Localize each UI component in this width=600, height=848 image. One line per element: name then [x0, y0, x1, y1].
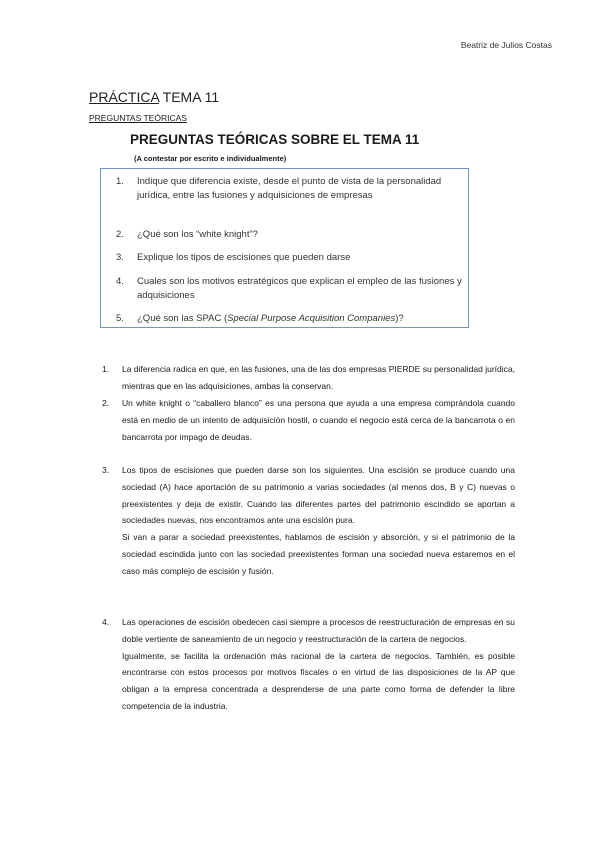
question-number: 2.	[116, 229, 124, 240]
answer-number: 1.	[102, 364, 110, 374]
questions-note: (A contestar por escrito e individualmente)	[134, 154, 287, 163]
question-number: 5.	[116, 313, 124, 324]
answer-text	[122, 361, 515, 395]
question-number: 1.	[116, 176, 124, 187]
question-text-italic: Special Purpose Acquisition Companies	[227, 313, 396, 324]
questions-header: PREGUNTAS TEÓRICAS SOBRE EL TEMA 11	[130, 132, 420, 147]
page-title	[89, 89, 219, 105]
title-tema: TEMA 11	[159, 89, 220, 105]
answer-text	[122, 462, 515, 580]
question-text: Explique los tipos de escisiones que pueden darse	[137, 252, 351, 263]
answer-paragraph: Si van a parar a sociedad preexistentes, hablamos de escisión y absorción, y si el patrimonio de la sociedad escindida junto con las sociedad preexistentes forman una sociedad nueva estaremos en el caso más complejo de escisión y fusión.	[122, 532, 515, 576]
answer-paragraph: Igualmente, se facilita la ordenación más racional de la cartera de negocios. También, es posible encontrarse con estos procesos por motivos fiscales o en virtud de las disposiciones de la AP que obligan a la empresa concentrada a desprenderse de una parte como forma de defender la libre competencia de la industria.	[122, 650, 515, 711]
title-practica: PRÁCTICA	[89, 89, 160, 105]
answer-text	[122, 395, 515, 445]
answer-paragraph: Las operaciones de escisión obedecen casi siempre a procesos de reestructuración de empresas en su doble vertiente de saneamiento de un negocio y reestructuración de la cartera de negocios.	[122, 617, 515, 644]
answer-number: 4.	[102, 617, 110, 627]
question-text-after: )?	[395, 313, 404, 324]
question-text-before: ¿Qué son las SPAC (	[137, 313, 228, 324]
question-text: ¿Qué son los “white knight”?	[137, 229, 258, 240]
answer-number: 2.	[102, 398, 110, 408]
author-name: Beatriz de Julios Costas	[460, 40, 552, 50]
answer-text	[122, 614, 515, 715]
question-number: 3.	[116, 252, 124, 263]
section-subtitle: PREGUNTAS TEÓRICAS	[89, 113, 187, 123]
answer-paragraph: Un white knight o “caballero blanco” es una persona que ayuda a una empresa comprándola cuando está en medio de un intento de adquisición hostil, o cuando el negocio está cerca de la bancarrota o en bancarrota por impago de deudas.	[122, 398, 515, 442]
questions-box	[100, 168, 469, 328]
question-text	[137, 312, 462, 326]
answer-number: 3.	[102, 465, 110, 475]
answer-paragraph: Los tipos de escisiones que pueden darse son los siguientes. Una escisión se produce cuando una sociedad (A) hace aportación de su patrimonio a varias sociedades (al menos dos, B y C) nuevas o preexistentes y deja de existir. Cuando las diferentes partes del patrimonio escindido se aportan a sociedades nuevas, nos encontramos ante una escisión pura.	[122, 465, 515, 526]
question-text: Indique que diferencia existe, desde el punto de vista de la personalidad jurídica, entre las fusiones y adquisiciones de empresas	[137, 176, 442, 201]
question-number: 4.	[116, 276, 124, 287]
question-text: Cuales son los motivos estratégicos que explican el empleo de las fusiones y adquisiciones	[137, 276, 462, 301]
answer-paragraph: La diferencia radica en que, en las fusiones, una de las dos empresas PIERDE su personalidad jurídica, mientras que en las adquisiciones, ambas la conservan.	[122, 364, 515, 391]
